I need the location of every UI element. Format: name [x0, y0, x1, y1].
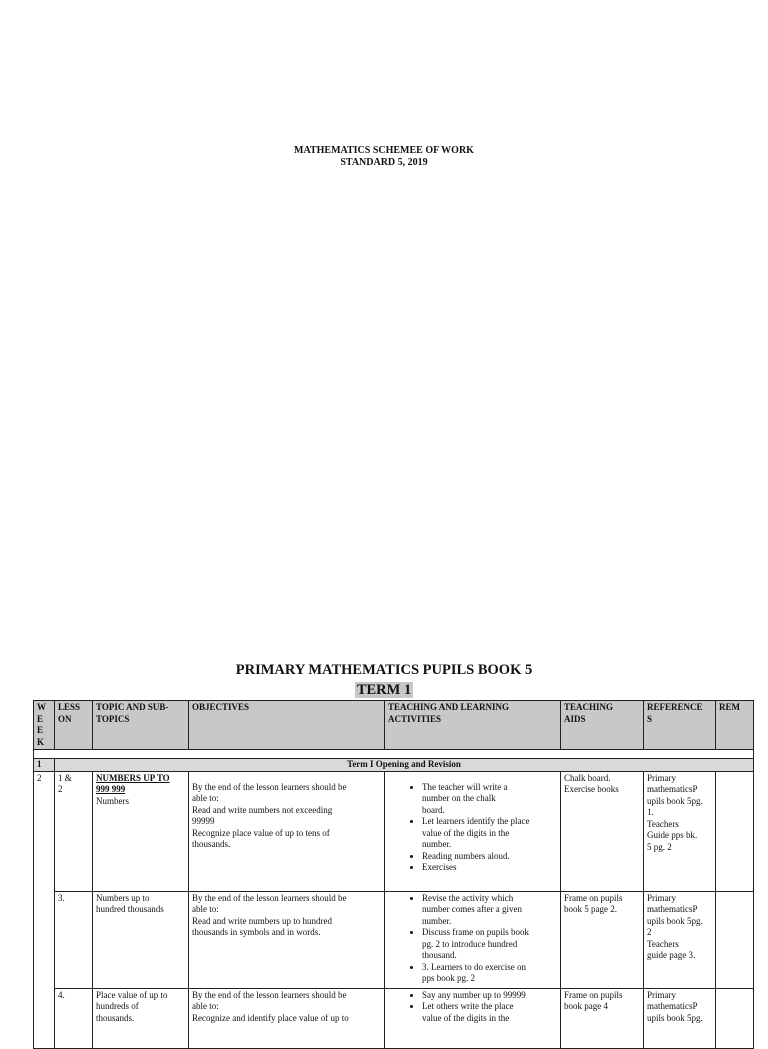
cell-remarks: [716, 891, 754, 988]
opening-row: [34, 759, 754, 772]
cell-aids: Chalk board. Exercise books: [561, 771, 644, 891]
book-title: PRIMARY MATHEMATICS PUPILS BOOK 5: [235, 662, 533, 678]
cell-objectives: By the end of the lesson learners should be able to: Read and write numbers up to hundred thousands in symbols and in words.: [189, 891, 385, 988]
cell-remarks: [716, 771, 754, 891]
list-item: • Reading numbers aloud.: [422, 851, 557, 863]
list-item: • Exercises: [422, 862, 557, 874]
cell-references: Primary mathematicsP upils book 5pg. 2 Teachers guide page 3.: [644, 891, 716, 988]
list-item: • The teacher will write a number on the chalk board.: [422, 782, 557, 817]
col-activities: TEACHING AND LEARNING ACTIVITIES: [385, 701, 561, 750]
col-aids: TEACHING AIDS: [561, 701, 644, 750]
list-item: • Discuss frame on pupils book pg. 2 to introduce hundred thousand.: [422, 927, 557, 962]
col-references: REFERENCE S: [644, 701, 716, 750]
topic-heading: NUMBERS UP TO 999 999: [96, 772, 170, 794]
cell-topic: [93, 771, 189, 891]
cell-lesson: 3.: [55, 891, 93, 988]
cell-activities: [385, 988, 561, 1048]
cell-topic: Place value of up to hundreds of thousands.: [93, 988, 189, 1048]
col-remarks: REM: [716, 701, 754, 750]
term-title-text: TERM 1: [356, 682, 412, 698]
col-week: W E E K: [34, 701, 55, 750]
topic-text: Numbers: [96, 795, 129, 806]
table-header-row: [34, 701, 754, 750]
table-row: [34, 988, 754, 1048]
spacer-row: [34, 750, 754, 759]
cell-remarks: [716, 988, 754, 1048]
cell-lesson: 4.: [55, 988, 93, 1048]
cell-activities: [385, 891, 561, 988]
list-item: • Revise the activity which number comes after a given number.: [422, 893, 557, 928]
table-row: [34, 891, 754, 988]
cell-references: Primary mathematicsP upils book 5pg. 1. Teachers Guide pps bk. 5 pg. 2: [644, 771, 716, 891]
cell-week: 2: [34, 771, 55, 1048]
list-item: • Let learners identify the place value of the digits in the number.: [422, 816, 557, 851]
list-item: • Let others write the place value of the digits in the: [422, 1001, 557, 1024]
table-row: [34, 771, 754, 891]
term-title: [0, 682, 768, 699]
cell-lesson: 1 & 2: [55, 771, 93, 891]
cell-references: Primary mathematicsP upils book 5pg.: [644, 988, 716, 1048]
document-subtitle: STANDARD 5, 2019: [340, 157, 428, 168]
scheme-of-work-table: [33, 700, 754, 1049]
col-objectives: OBJECTIVES: [189, 701, 385, 750]
col-topic: TOPIC AND SUB- TOPICS: [93, 701, 189, 750]
cell-aids: Frame on pupils book 5 page 2.: [561, 891, 644, 988]
cell-topic: Numbers up to hundred thousands: [93, 891, 189, 988]
document-header: [0, 145, 768, 169]
cell-aids: Frame on pupils book page 4: [561, 988, 644, 1048]
cell-activities: [385, 771, 561, 891]
opening-week: 1: [34, 759, 55, 772]
list-item: • Say any number up to 99999: [422, 990, 557, 1002]
document-title: MATHEMATICS SCHEMEE OF WORK: [294, 145, 474, 156]
col-lesson: LESS ON: [55, 701, 93, 750]
cell-objectives: By the end of the lesson learners should be able to: Read and write numbers not exceeding 99999 Recognize place value of up to tens of thousands.: [189, 771, 385, 891]
cell-objectives: By the end of the lesson learners should be able to: Recognize and identify place value of up to: [189, 988, 385, 1048]
opening-text: Term I Opening and Revision: [55, 759, 754, 772]
list-item: • 3. Learners to do exercise on pps book pg. 2: [422, 962, 557, 985]
